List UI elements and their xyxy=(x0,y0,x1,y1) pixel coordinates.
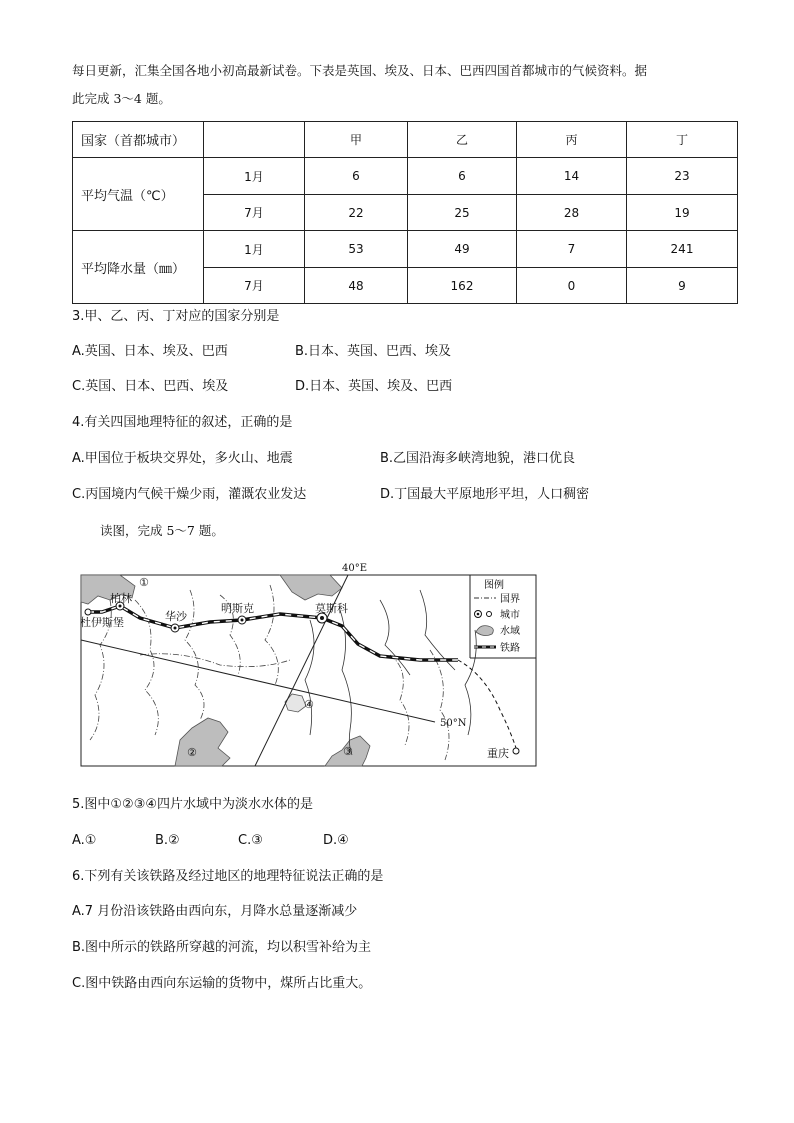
month-label: 1月 xyxy=(204,231,305,268)
legend-border-label: 国界 xyxy=(500,594,520,605)
table-cell: 241 xyxy=(627,231,738,268)
climate-table xyxy=(72,121,738,304)
q6-option-b: B.图中所示的铁路所穿越的河流，均以积雪补给为主 xyxy=(72,940,372,955)
table-cell: 49 xyxy=(408,231,517,268)
header-bing: 丙 xyxy=(517,122,627,158)
table-cell: 162 xyxy=(408,268,517,304)
region-label: ③ xyxy=(343,745,353,758)
q4-option-b: B.乙国沿海多峡湾地貌，港口优良 xyxy=(380,451,576,466)
table-cell: 25 xyxy=(408,195,517,231)
city-label: 华沙 xyxy=(165,610,187,623)
q3-option-c: C.英国、日本、巴西、埃及 xyxy=(72,379,229,394)
table-cell: 6 xyxy=(408,158,517,195)
city-label: 柏林 xyxy=(110,592,132,605)
table-cell: 6 xyxy=(305,158,408,195)
table-cell: 22 xyxy=(305,195,408,231)
table-cell: 53 xyxy=(305,231,408,268)
table-row xyxy=(73,158,738,195)
temp-label: 平均气温（℃） xyxy=(73,158,204,231)
meridian-label: 40°E xyxy=(342,563,368,574)
q4-stem: 4.有关四国地理特征的叙述，正确的是 xyxy=(72,415,293,430)
table-cell: 7 xyxy=(517,231,627,268)
city-label: 莫斯科 xyxy=(315,602,348,615)
header-jia: 甲 xyxy=(305,122,408,158)
q4-option-c: C.丙国境内气候干燥少雨，灌溉农业发达 xyxy=(72,487,307,502)
city-label: 重庆 xyxy=(487,747,509,760)
q5-option-c: C.③ xyxy=(238,833,263,848)
q6-option-c: C.图中铁路由西向东运输的货物中，煤所占比重大。 xyxy=(72,976,372,991)
city-duisburg-marker xyxy=(85,609,91,615)
legend-title: 图例 xyxy=(484,580,504,591)
q5-option-b: B.② xyxy=(155,833,180,848)
table-row xyxy=(73,231,738,268)
q3-option-b: B.日本、英国、巴西、埃及 xyxy=(295,344,452,359)
month-label: 7月 xyxy=(204,195,305,231)
q6-stem: 6.下列有关该铁路及经过地区的地理特征说法正确的是 xyxy=(72,869,384,884)
region-label: ④ xyxy=(304,698,314,711)
q4-option-a: A.甲国位于板块交界处，多火山、地震 xyxy=(72,451,293,466)
table-cell: 48 xyxy=(305,268,408,304)
q6-option-a: A.7 月份沿该铁路由西向东，月降水总量逐渐减少 xyxy=(72,904,358,919)
city-label: 明斯克 xyxy=(221,602,254,615)
header-yi: 乙 xyxy=(408,122,517,158)
map-svg xyxy=(80,560,540,770)
month-label: 1月 xyxy=(204,158,305,195)
map-frame xyxy=(81,575,536,766)
q5-stem: 5.图中①②③④四片水域中为淡水水体的是 xyxy=(72,797,314,812)
city-warsaw-marker xyxy=(171,624,179,632)
legend-railway-label: 铁路 xyxy=(500,643,520,654)
table-header-row xyxy=(73,122,738,158)
table-cell: 0 xyxy=(517,268,627,304)
table-cell: 19 xyxy=(627,195,738,231)
table-cell: 9 xyxy=(627,268,738,304)
read-map-instruction: 读图，完成 5～7 题。 xyxy=(100,523,224,538)
city-chongqing-marker xyxy=(513,748,519,754)
q3-option-d: D.日本、英国、埃及、巴西 xyxy=(295,379,453,394)
intro-line-1: 每日更新，汇集全国各地小初高最新试卷。下表是英国、埃及、日本、巴西四国首都城市的气候资料。据 xyxy=(72,63,648,78)
table-cell: 23 xyxy=(627,158,738,195)
parallel-label: 50°N xyxy=(440,718,467,729)
q5-option-a: A.① xyxy=(72,833,97,848)
header-country: 国家（首都城市） xyxy=(73,122,204,158)
q3-stem: 3.甲、乙、丙、丁对应的国家分别是 xyxy=(72,309,280,324)
region-label: ① xyxy=(139,576,149,589)
header-empty xyxy=(204,122,305,158)
legend-city-label: 城市 xyxy=(500,610,520,621)
q3-option-a: A.英国、日本、埃及、巴西 xyxy=(72,344,228,359)
q4-option-d: D.丁国最大平原地形平坦，人口稠密 xyxy=(380,487,590,502)
city-minsk-marker xyxy=(238,616,246,624)
region-label: ② xyxy=(187,746,197,759)
railway-map xyxy=(80,560,540,770)
table-cell: 28 xyxy=(517,195,627,231)
city-label: 杜伊斯堡 xyxy=(80,616,124,629)
table-cell: 14 xyxy=(517,158,627,195)
q5-option-d: D.④ xyxy=(323,833,349,848)
precip-label: 平均降水量（㎜） xyxy=(73,231,204,304)
intro-line-2: 此完成 3～4 题。 xyxy=(72,91,171,106)
month-label: 7月 xyxy=(204,268,305,304)
legend-water-label: 水域 xyxy=(500,626,520,637)
header-ding: 丁 xyxy=(627,122,738,158)
